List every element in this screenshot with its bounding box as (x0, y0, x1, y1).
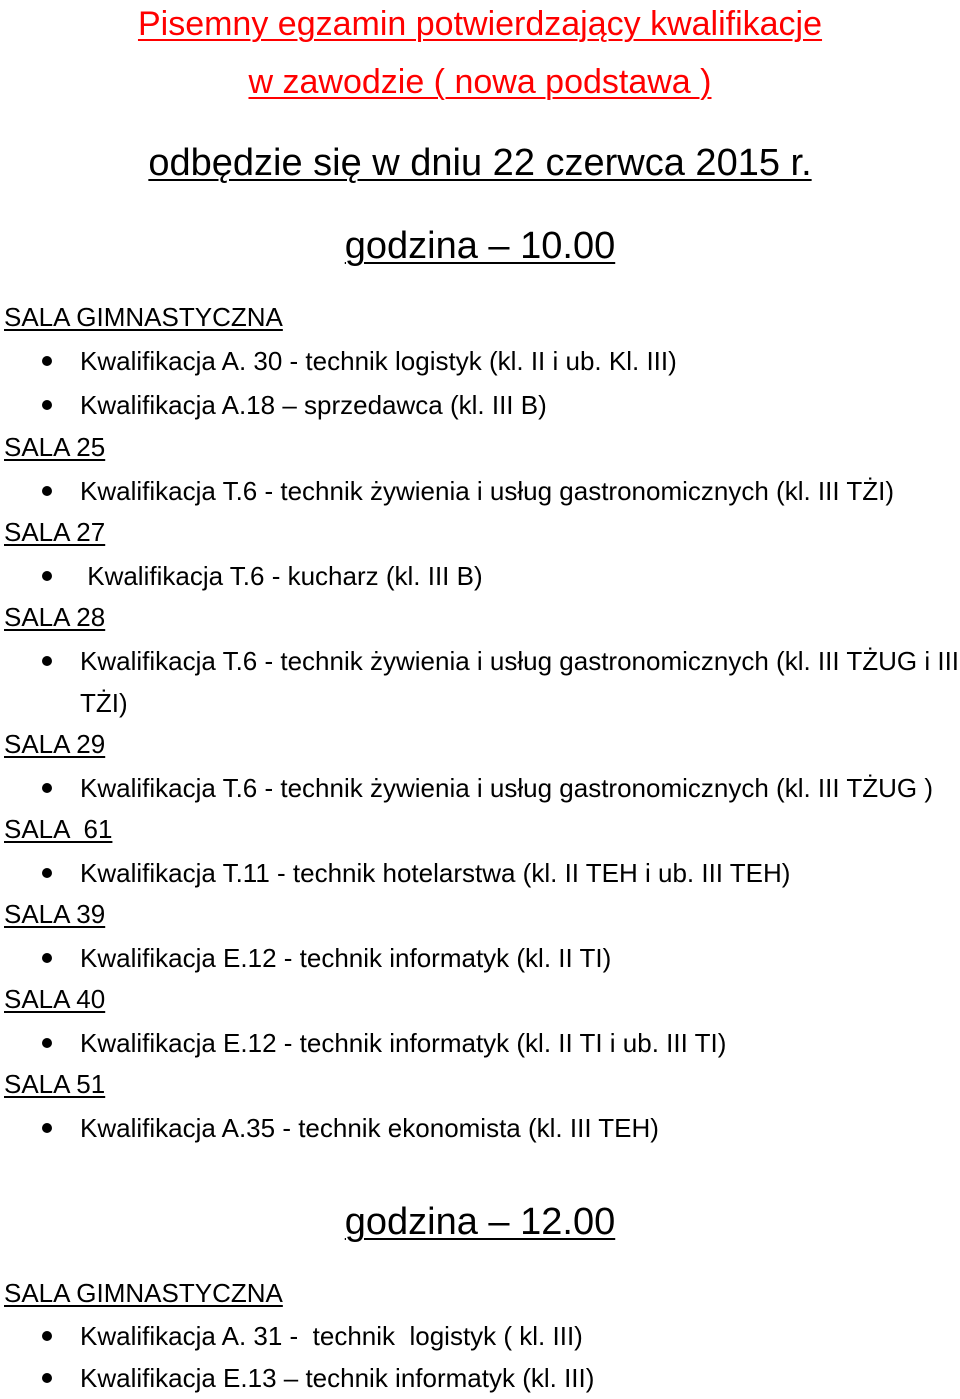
session-time-heading: godzina – 12.00 (344, 1201, 616, 1243)
bullet-icon (42, 656, 52, 666)
qualification-text: Kwalifikacja A. 31 - technik logistyk ( kl. III) (80, 1321, 583, 1351)
qualification-text: Kwalifikacja A.35 - technik ekonomista (kl. III TEH) (80, 1113, 659, 1143)
bullet-icon (42, 486, 52, 496)
qualification-text: Kwalifikacja E.13 – technik informatyk (kl. III) (80, 1363, 595, 1393)
room-heading: SALA 25 (4, 432, 106, 462)
bullet-icon (42, 1373, 52, 1383)
exam-date-line: odbędzie się w dniu 22 czerwca 2015 r. (148, 142, 812, 184)
room-heading: SALA 51 (4, 1069, 106, 1099)
room-heading: SALA GIMNASTYCZNA (4, 302, 283, 332)
room-heading: SALA 27 (4, 517, 106, 547)
bullet-icon (42, 1038, 52, 1048)
bullet-icon (42, 356, 52, 366)
qualification-text: Kwalifikacja T.6 - kucharz (kl. III B) (80, 561, 483, 591)
document-title-line-1: Pisemny egzamin potwierdzający kwalifikacje (137, 5, 823, 43)
room-heading: SALA 28 (4, 602, 106, 632)
bullet-icon (42, 1331, 52, 1341)
bullet-icon (42, 400, 52, 410)
bullet-icon (42, 868, 52, 878)
document-title-line-2: w zawodzie ( nowa podstawa ) (248, 63, 712, 101)
bullet-icon (42, 783, 52, 793)
bullet-icon (42, 571, 52, 581)
bullet-icon (42, 1123, 52, 1133)
qualification-text: Kwalifikacja A.18 – sprzedawca (kl. III B) (80, 390, 547, 420)
room-heading: SALA 29 (4, 729, 106, 759)
room-heading: SALA 61 (4, 814, 113, 844)
qualification-text: Kwalifikacja E.12 - technik informatyk (kl. II TI i ub. III TI) (80, 1028, 727, 1058)
qualification-text: Kwalifikacja T.6 - technik żywienia i usług gastronomicznych (kl. III TŻUG ) (80, 773, 933, 803)
qualification-text: Kwalifikacja E.12 - technik informatyk (kl. II TI) (80, 943, 612, 973)
qualification-text: Kwalifikacja T.6 - technik żywienia i usług gastronomicznych (kl. III TŻI) (80, 476, 894, 506)
session-time-heading: godzina – 10.00 (344, 225, 616, 267)
room-heading: SALA 40 (4, 984, 106, 1014)
qualification-text: Kwalifikacja T.11 - technik hotelarstwa (kl. II TEH i ub. III TEH) (80, 858, 791, 888)
qualification-text: Kwalifikacja A. 30 - technik logistyk (kl. II i ub. Kl. III) (80, 346, 677, 376)
bullet-icon (42, 953, 52, 963)
qualification-text: Kwalifikacja T.6 - technik żywienia i usług gastronomicznych (kl. III TŻUG i III TŻI) (80, 646, 960, 718)
room-heading: SALA 39 (4, 899, 106, 929)
room-heading: SALA GIMNASTYCZNA (4, 1278, 283, 1308)
